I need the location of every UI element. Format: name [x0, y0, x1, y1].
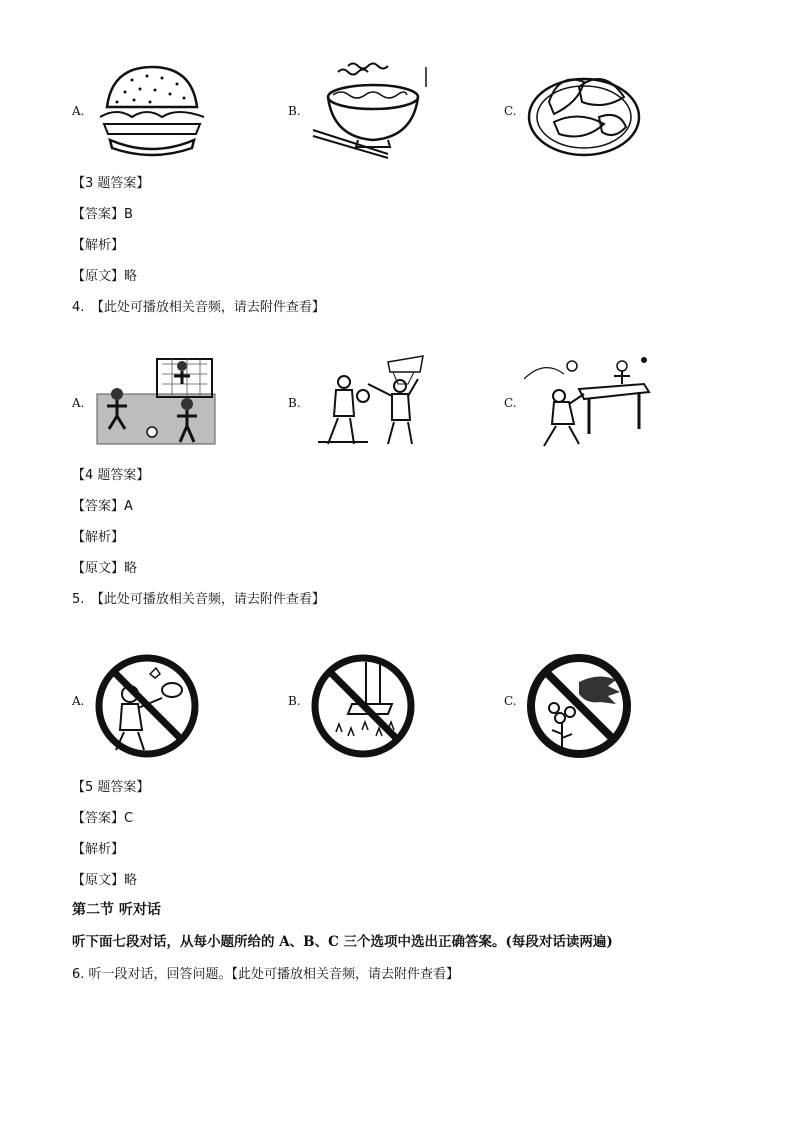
answer-value: A [124, 499, 133, 514]
option-letter: B. [288, 694, 301, 708]
hamburger-icon [92, 62, 212, 162]
basketball-icon [308, 354, 438, 454]
pingpong-icon [524, 354, 654, 454]
q6-prompt: 6. 听一段对话，回答问题。【此处可播放相关音频，请去附件查看】 [72, 967, 460, 982]
original-value: 略 [124, 269, 138, 284]
answer-value: B [124, 207, 133, 222]
original-label: 【原文】 [72, 561, 125, 576]
answer-label: 【答案】 [72, 207, 125, 222]
q5-original [72, 869, 137, 888]
option-letter: B. [288, 396, 301, 410]
noodle-bowl-icon [308, 62, 428, 162]
q3-answer-header: 【3 题答案】 [72, 176, 150, 191]
option-letter: C. [504, 694, 517, 708]
original-value: 略 [124, 561, 138, 576]
no-picking-flowers-icon [524, 652, 634, 760]
option-letter: A. [72, 396, 85, 410]
no-walking-on-grass-icon [308, 652, 418, 760]
q5-prompt: 5. 【此处可播放相关音频，请去附件查看】 [72, 592, 325, 607]
option-letter: C. [504, 104, 517, 118]
q5-answer-header: 【5 题答案】 [72, 780, 150, 795]
q4-analysis-label: 【解析】 [72, 530, 125, 545]
no-catching-insects-icon [92, 652, 202, 760]
soccer-icon [92, 354, 222, 449]
section-title: 第二节 听对话 [72, 902, 161, 918]
q3-analysis-label: 【解析】 [72, 238, 125, 253]
q3-options [72, 62, 722, 172]
dumplings-icon [524, 62, 644, 162]
q5-analysis-label: 【解析】 [72, 842, 125, 857]
original-label: 【原文】 [72, 873, 125, 888]
q3-original [72, 265, 137, 284]
q3-answer [72, 203, 133, 222]
answer-label: 【答案】 [72, 811, 125, 826]
q5-options [72, 652, 722, 762]
option-letter: A. [72, 104, 85, 118]
option-letter: A. [72, 694, 85, 708]
q4-answer [72, 495, 133, 514]
original-value: 略 [124, 873, 138, 888]
option-letter: B. [288, 104, 301, 118]
original-label: 【原文】 [72, 269, 125, 284]
q4-options [72, 354, 722, 464]
option-letter: C. [504, 396, 517, 410]
q4-answer-header: 【4 题答案】 [72, 468, 150, 483]
section-instruction: 听下面七段对话，从每小题所给的 A、B、C 三个选项中选出正确答案。(每段对话读两遍) [72, 934, 613, 950]
q4-original [72, 557, 137, 576]
answer-value: C [124, 811, 134, 826]
answer-label: 【答案】 [72, 499, 125, 514]
q4-prompt: 4. 【此处可播放相关音频，请去附件查看】 [72, 300, 325, 315]
q5-answer [72, 807, 133, 826]
